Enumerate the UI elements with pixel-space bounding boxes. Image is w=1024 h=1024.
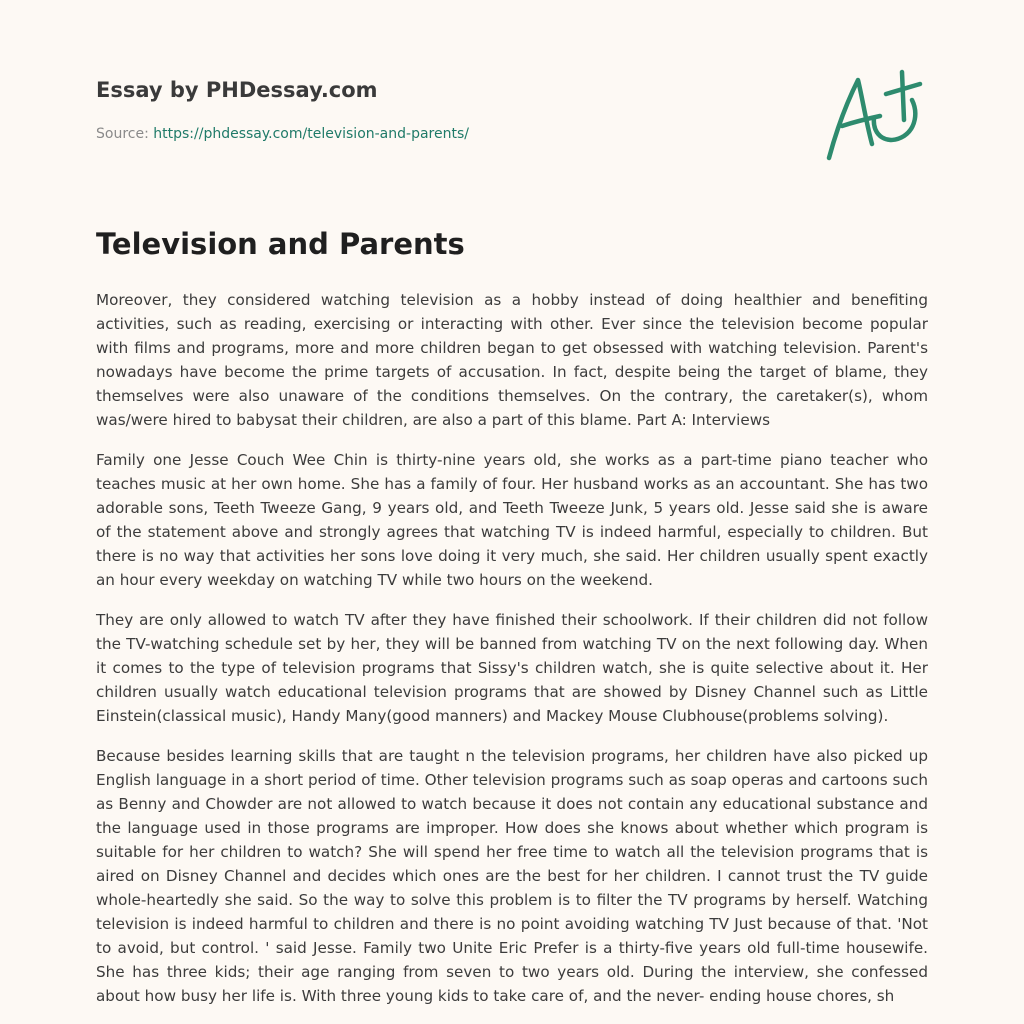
- source-line: [96, 124, 796, 144]
- essay-title: Television and Parents: [96, 227, 465, 261]
- source-link[interactable]: https://phdessay.com/television-and-parents/: [153, 126, 469, 142]
- essay-body: [96, 224, 928, 1024]
- a-plus-grade-icon: [822, 66, 932, 166]
- essay-paragraph: They are only allowed to watch TV after they have finished their schoolwork. If their children did not follow the TV-watching schedule set by her, they will be banned from watching TV on the next following day. When it comes to the type of television programs that Sissy's children watch, she is quite selective about it. Her children usually watch educational television programs that are showed by Disney Channel such as Little Einstein(classical music), Handy Many(good manners) and Mackey Mouse Clubhouse(problems solving).: [96, 611, 928, 725]
- essay-paragraph: Family one Jesse Couch Wee Chin is thirty-nine years old, she works as a part-time piano teacher who teaches music at her own home. She has a family of four. Her husband works as an accountant. She has two adorable sons, Teeth Tweeze Gang, 9 years old, and Teeth Tweeze Junk, 5 years old. Jesse said she is aware of the statement above and strongly agrees that watching TV is indeed harmful, especially to children. But there is no way that activities her sons love doing it very much, she said. Her children usually spent exactly an hour every weekday on watching TV while two hours on the weekend.: [96, 451, 928, 589]
- site-brand: Essay by PHDessay.com: [96, 78, 378, 102]
- source-label: Source:: [96, 126, 154, 142]
- essay-header: [96, 74, 796, 144]
- essay-paragraph: Moreover, they considered watching television as a hobby instead of doing healthier and benefiting activities, such as reading, exercising or interacting with other. Ever since the television become popular with films and programs, more and more children began to get obsessed with watching television. Parent's nowadays have become the prime targets of accusation. In fact, despite being the target of blame, they themselves were also unaware of the conditions themselves. On the contrary, the caretaker(s), whom was/were hired to babysat their children, are also a part of this blame. Part A: Interviews: [96, 291, 928, 429]
- essay-paragraph: Because besides learning skills that are taught n the television programs, her children have also picked up English language in a short period of time. Other television programs such as soap operas and cartoons such as Benny and Chowder are not allowed to watch because it does not contain any educational substance and the language used in those programs are improper. How does she knows about whether which program is suitable for her children to watch? She will spend her free time to watch all the television programs that is aired on Disney Channel and decides which ones are the best for her children. I cannot trust the TV guide whole-heartedly she said. So the way to solve this problem is to filter the TV programs by herself. Watching television is indeed harmful to children and there is no point avoiding watching TV Just because of that. 'Not to avoid, but control. ' said Jesse. Family two Unite Eric Prefer is a thirty-five years old full-time housewife. She has three kids; their age ranging from seven to two years old. During the interview, she confessed about how busy her life is. With three young kids to take care of, and the never- ending house chores, sh: [96, 747, 928, 1005]
